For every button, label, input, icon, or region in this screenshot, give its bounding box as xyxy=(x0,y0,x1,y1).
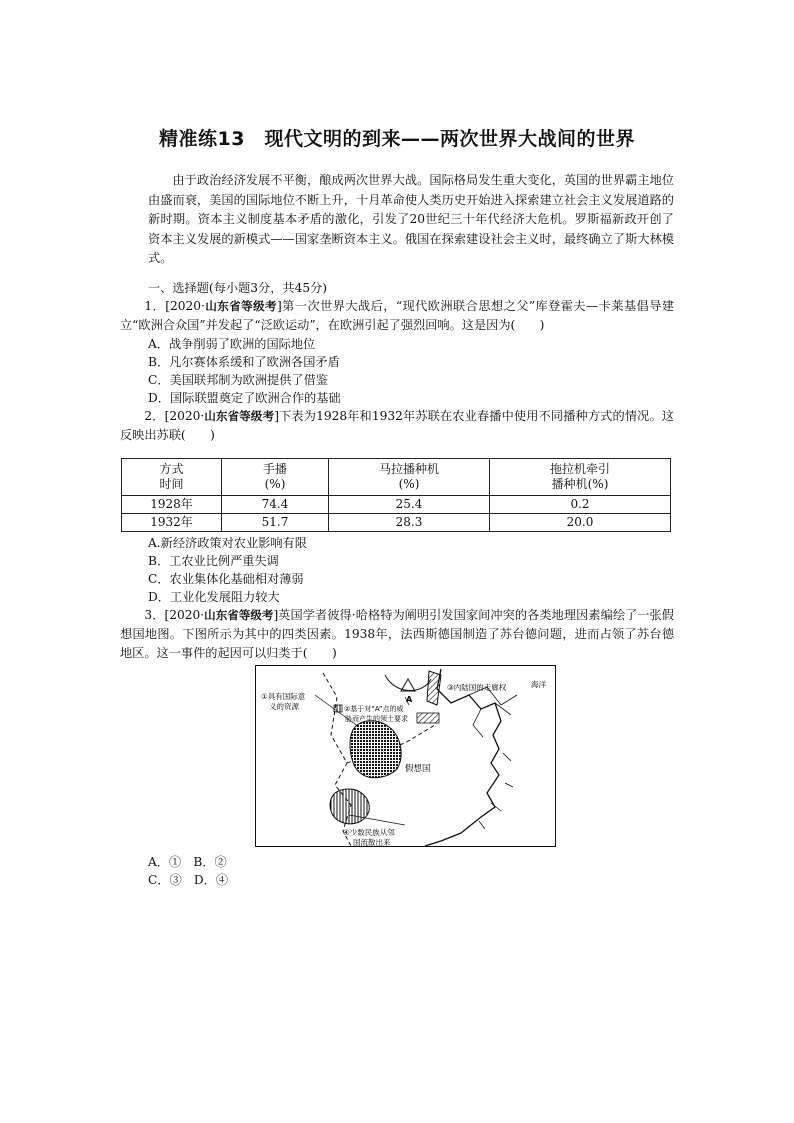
table-cell-year: 1932年 xyxy=(122,514,222,532)
sowing-methods-table xyxy=(121,458,671,532)
q1-option-c: C．美国联邦制为欧洲提供了借鉴 xyxy=(148,373,328,387)
territorial-claim-region xyxy=(417,713,439,723)
hypothetical-country-map xyxy=(255,665,556,847)
header-line: (%) xyxy=(398,477,420,491)
table-row xyxy=(122,514,671,532)
label-minority-line1: ④少数民族从邻 xyxy=(343,828,395,837)
question-number: 3．[2020· xyxy=(144,608,205,622)
label-point-a: A xyxy=(406,695,413,704)
question-1-stem xyxy=(120,297,674,335)
q2-option-b: B．工农业比例严重失调 xyxy=(148,554,279,568)
header-method-label: 方式 xyxy=(159,462,184,476)
question-text: ]英国学者彼得·哈格特为阐明引发国家间冲突的各类地理因素编绘了一张假想国地图。下图所示为其中的四类因素。1938年，法西斯德国制造了苏台德问题，进而占领了苏台德地区。这一事件的起因可以归类于( ) xyxy=(120,608,674,660)
q1-option-a: A．战争削弱了欧洲的国际地位 xyxy=(148,337,316,351)
label-minority-cont xyxy=(353,837,391,847)
section-heading: 一、选择题(每小题3分，共45分) xyxy=(148,281,328,295)
question-text: ]下表为1928年和1932年苏联在农业春播中使用不同播种方式的情况。这反映出苏联( ) xyxy=(120,409,674,442)
page-title: 精准练13 现代文明的到来——两次世界大战间的世界 xyxy=(159,128,635,150)
header-line: 手播 xyxy=(262,462,287,476)
table-cell-year: 1928年 xyxy=(122,496,222,514)
q2-option-c: C．农业集体化基础相对薄弱 xyxy=(148,572,304,586)
table-cell: 20.0 xyxy=(490,514,671,532)
q1-option-b: B．凡尔赛体系缓和了欧洲各国矛盾 xyxy=(148,355,340,369)
header-line: (%) xyxy=(264,477,286,491)
label-minority xyxy=(343,827,395,837)
table-header-row xyxy=(122,459,671,496)
label-resource-line1: ①具有国际意 xyxy=(261,692,306,701)
table-cell: 28.3 xyxy=(329,514,490,532)
table-corner-cell xyxy=(122,459,222,496)
intro-paragraph: 由于政治经济发展不平衡，酿成两次世界大战。国际格局发生重大变化，英国的世界霸主地位由盛而衰，美国的国际地位不断上升，十月革命使人类历史开始进入探索建立社会主义发展道路的新时期。资本主义制度基本矛盾的激化，引发了20世纪三十年代经济大危机。罗斯福新政开创了资本主义发展的新模式——国家垄断资本主义。俄国在探索建设社会主义时，最终确立了斯大林模式。 xyxy=(148,173,674,266)
header-line: 拖拉机牵引 xyxy=(549,462,610,476)
q1-option-d: D．国际联盟奠定了欧洲合作的基础 xyxy=(148,391,341,405)
table-header-cell xyxy=(222,459,329,496)
question-source: 山东省等级考 xyxy=(204,608,274,622)
question-source: 山东省等级考 xyxy=(204,409,275,423)
label-resource-cont xyxy=(269,701,299,711)
header-time-label: 时间 xyxy=(159,477,184,491)
label-territorial-claim-cont xyxy=(345,714,408,723)
label-resource xyxy=(261,691,306,701)
table-cell: 0.2 xyxy=(490,496,671,514)
q3-options-line1: A．① B．② xyxy=(148,855,227,869)
label-resource-line2: 义的资源 xyxy=(269,702,299,711)
table-header-cell xyxy=(329,459,490,496)
table-cell: 25.4 xyxy=(329,496,490,514)
label-ocean: 海洋 xyxy=(531,680,546,689)
minority-region xyxy=(330,789,369,824)
question-3-stem xyxy=(120,606,674,663)
table-row xyxy=(122,496,671,514)
q2-option-a: A.新经济政策对农业影响有限 xyxy=(148,536,307,550)
label-claim-line1: ②基于对“A”点的威 xyxy=(344,705,404,713)
label-territorial-claim xyxy=(344,704,403,713)
q2-option-d: D．工业化发展阻力较大 xyxy=(148,590,280,604)
label-country: 假想国 xyxy=(405,764,431,774)
table-cell: 74.4 xyxy=(222,496,329,514)
label-minority-line2: 国流散出来 xyxy=(353,838,391,847)
question-number: 2．[2020· xyxy=(144,409,205,423)
legend-swatch xyxy=(334,705,342,712)
header-line: 播种机(%) xyxy=(551,477,609,491)
label-corridor: ③内陆国的走廊权 xyxy=(447,683,507,692)
header-line: 马拉播种机 xyxy=(378,462,439,476)
q3-options-line2: C．③ D．④ xyxy=(148,873,229,887)
question-text: ]第一次世界大战后，“现代欧洲联合思想之父”库登霍夫—卡莱基倡导建立“欧洲合众国”并发起了“泛欧运动”，在欧洲引起了强烈回响。这是因为( ) xyxy=(120,299,675,332)
table-cell: 51.7 xyxy=(222,514,329,532)
label-claim-line2: 胁而产生的领土要求 xyxy=(345,715,408,723)
question-source: 山东省等级考 xyxy=(204,299,277,313)
question-2-stem xyxy=(120,407,674,445)
question-number: 1．[2020· xyxy=(144,299,205,313)
table-header-cell xyxy=(490,459,671,496)
